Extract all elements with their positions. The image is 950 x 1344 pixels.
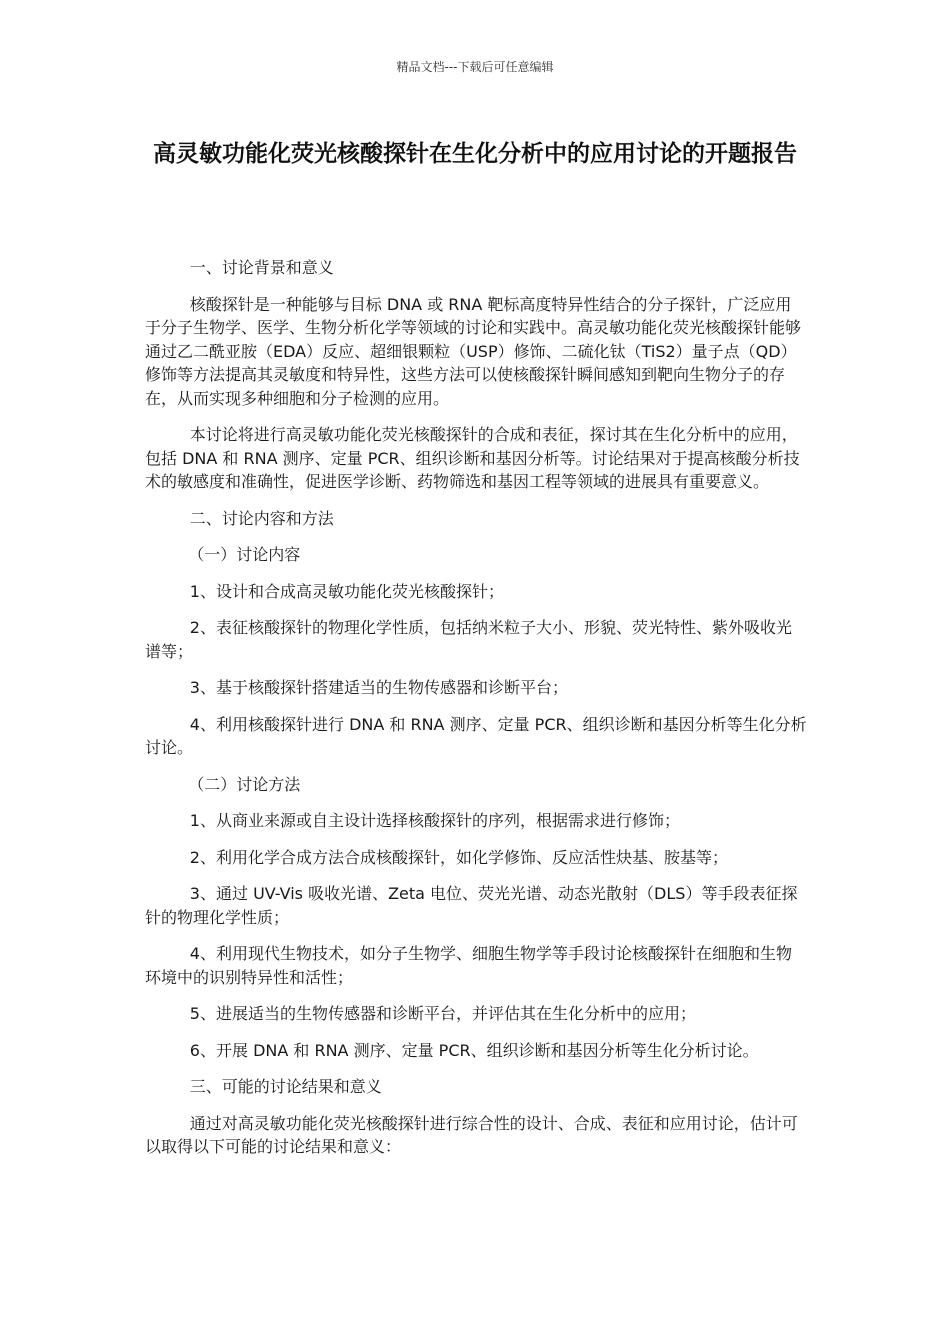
method-item-6: 6、开展 DNA 和 RNA 测序、定量 PCR、组织诊断和基因分析等生化分析讨论。 <box>189 1040 759 1060</box>
method-item-2: 2、利用化学合成方法合成核酸探针，如化学修饰、反应活性炔基、胺基等； <box>189 847 728 867</box>
paragraph-background-2: 本讨论将进行高灵敏功能化荧光核酸探针的合成和表征，探讨其在生化分析中的应用，包括 DNA 和 RNA 测序、定量 PCR、组织诊断和基因分析等。讨论结果对于提高核酸分析技术的敏感度和准确性，促进医学诊断、药物筛选和基因工程等领域的进展具有重要意义。 <box>145 425 800 491</box>
content-item-1: 1、设计和合成高灵敏功能化荧光核酸探针； <box>189 581 504 601</box>
paragraph-expected-results: 通过对高灵敏功能化荧光核酸探针进行综合性的设计、合成、表征和应用讨论，估计可以取得以下可能的讨论结果和意义： <box>145 1113 798 1156</box>
document-body <box>145 256 807 1172</box>
subheading-research-content: （一）讨论内容 <box>188 545 301 564</box>
content-item-3: 3、基于核酸探针搭建适当的生物传感器和诊断平台； <box>189 678 568 697</box>
method-item-3: 3、通过 UV-Vis 吸收光谱、Zeta 电位、荧光光谱、动态光散射（DLS）等手段表征探针的物理化学性质； <box>145 884 798 927</box>
subheading-research-methods: （二）讨论方法 <box>188 774 301 794</box>
document-title: 高灵敏功能化荧光核酸探针在生化分析中的应用讨论的开题报告 <box>153 141 797 167</box>
content-item-2: 2、表征核酸探针的物理化学性质，包括纳米粒子大小、形貌、荧光特性、紫外吸收光谱等； <box>145 618 792 661</box>
section-heading-background: 一、讨论背景和意义 <box>189 258 334 277</box>
section-heading-expected-results: 三、可能的讨论结果和意义 <box>189 1077 382 1096</box>
paragraph-background-1: 核酸探针是一种能够与目标 DNA 或 RNA 靶标高度特异性结合的分子探针，广泛应用于分子生物学、医学、生物分析化学等领域的讨论和实践中。高灵敏功能化荧光核酸探针能够通过乙二酰亚胺（EDA）反应、超细银颗粒（USP）修饰、二硫化钛（TiS2）量子点（QD）修饰等方法提高其灵敏度和特异性，这些方法可以使核酸探针瞬间感知到靶向生物分子的存在，从而实现多种细胞和分子检测的应用。 <box>145 294 802 408</box>
method-item-5: 5、进展适当的生物传感器和诊断平台，并评估其在生化分析中的应用； <box>189 1004 696 1023</box>
page-header-note: 精品文档---下载后可任意编辑 <box>396 60 554 74</box>
content-item-4: 4、利用核酸探针进行 DNA 和 RNA 测序、定量 PCR、组织诊断和基因分析等生化分析讨论。 <box>145 714 807 757</box>
section-heading-content-methods: 二、讨论内容和方法 <box>189 508 334 528</box>
method-item-4: 4、利用现代生物技术，如分子生物学、细胞生物学等手段讨论核酸探针在细胞和生物环境中的识别特异性和活性； <box>145 944 792 987</box>
method-item-1: 1、从商业来源或自主设计选择核酸探针的序列，根据需求进行修饰； <box>189 811 680 830</box>
